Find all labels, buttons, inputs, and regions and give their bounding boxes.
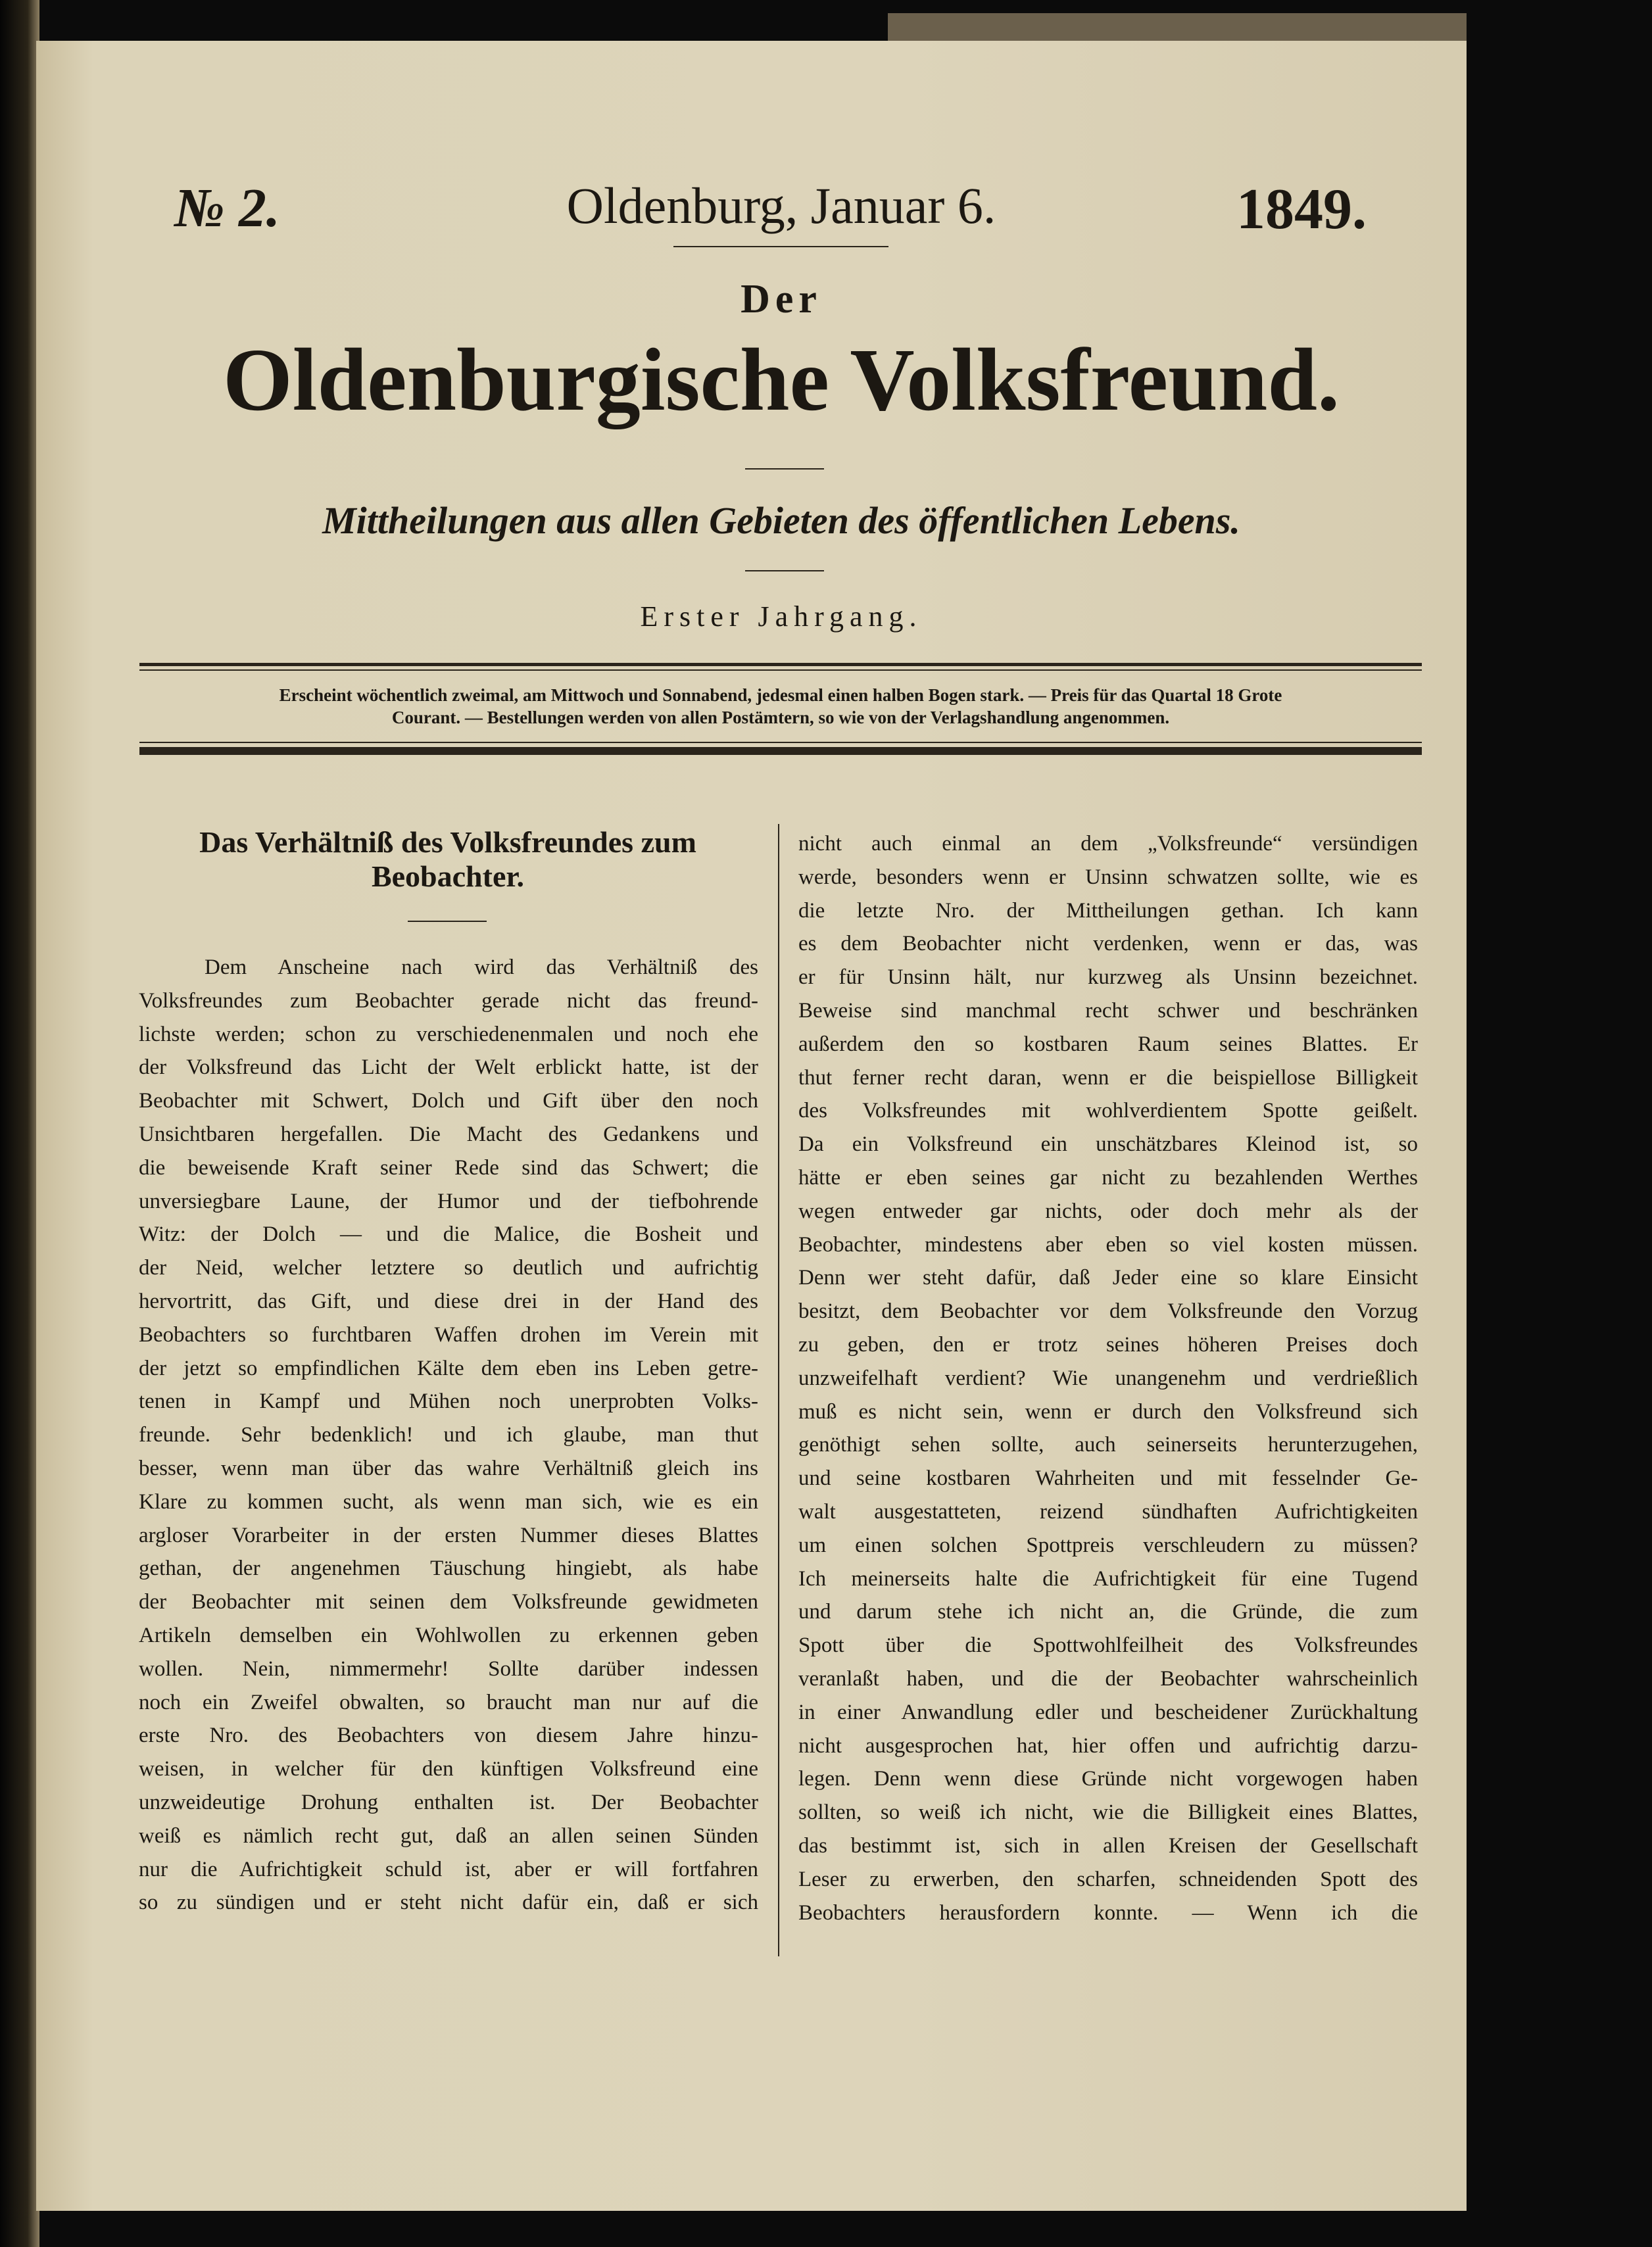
text-line: wollen. Nein, nimmermehr! Sollte darüber indessen (139, 1656, 758, 1681)
issue-year: 1849. (1236, 178, 1367, 241)
text-line: das bestimmt ist, sich in allen Kreisen der Gesellschaft (798, 1833, 1418, 1858)
text-line: Ich meinerseits halte die Aufrichtigkeit für eine Tugend (798, 1566, 1418, 1591)
masthead-subtitle: Mittheilungen aus allen Gebieten des öffentlichen Lebens. (322, 499, 1240, 542)
text-line: der Neid, welcher letztere so deutlich und aufrichtig (139, 1256, 758, 1280)
text-line: wegen entweder gar nichts, oder doch mehr als der (798, 1199, 1418, 1223)
article-column-left (139, 951, 758, 1920)
text-line: und darum stehe ich nicht an, die Gründe, die zum (798, 1600, 1418, 1624)
text-line: außerdem den so kostbaren Raum seines Blattes. Er (798, 1032, 1418, 1056)
place-date: Oldenburg, Januar 6. (566, 177, 996, 234)
text-line: weisen, in welcher für den künftigen Volksfreund eine (139, 1757, 758, 1781)
text-line: nicht ausgesprochen hat, hier offen und aufrichtig darzu- (798, 1733, 1418, 1758)
text-line: unzweifelhaft verdient? Wie unangenehm und verdrießlich (798, 1366, 1418, 1390)
double-rule (139, 747, 1422, 755)
text-line: Beobachter mit Schwert, Dolch und Gift über den noch (139, 1089, 758, 1113)
text-line: Klare zu kommen sucht, als wenn man sich, wie es ein (139, 1489, 758, 1514)
text-line: besitzt, dem Beobachter vor dem Volksfreunde den Vorzug (798, 1299, 1418, 1324)
text-line: die beweisende Kraft seiner Rede sind das Schwert; die (139, 1155, 758, 1180)
text-line: der Volksfreund das Licht der Welt erblickt hatte, ist der (139, 1055, 758, 1080)
text-line: in einer Anwandlung edler und bescheidener Zurückhaltung (798, 1700, 1418, 1724)
newspaper-page (36, 41, 1467, 2211)
notice-line: Courant. — Bestellungen werden von allen Postämtern, so wie von der Verlagshandlung angenommen. (391, 708, 1170, 727)
text-line: Da ein Volksfreund ein unschätzbares Kleinod ist, so (798, 1132, 1418, 1157)
text-line: so zu sündigen und er steht nicht dafür ein, daß er sich (139, 1891, 758, 1915)
text-line: und seine kostbaren Wahrheiten und mit fesselnder Ge- (798, 1466, 1418, 1491)
text-line: zu geben, den er trotz seines höheren Preises doch (798, 1332, 1418, 1357)
text-line: genöthigt sehen sollte, auch seinerseits herunterzugehen, (798, 1433, 1418, 1457)
text-line: Artikeln demselben ein Wohlwollen zu erkennen geben (139, 1623, 758, 1647)
text-line: um einen solchen Spottpreis verschleudern zu müssen? (798, 1533, 1418, 1557)
column-divider (778, 824, 779, 1956)
divider (745, 570, 824, 571)
text-line: freunde. Sehr bedenklich! und ich glaube, man thut (139, 1423, 758, 1447)
masthead-article: Der (741, 277, 822, 322)
issue-number: № 2. (174, 178, 280, 239)
text-line: muß es nicht sein, wenn er durch den Volksfreund sich (798, 1399, 1418, 1424)
text-line: hätte er eben seines gar nicht zu bezahlenden Werthes (798, 1165, 1418, 1190)
divider (408, 921, 487, 922)
text-line: noch ein Zweifel obwalten, so braucht man nur auf die (139, 1690, 758, 1714)
text-line: Denn wer steht dafür, daß Jeder eine so klare Einsicht (798, 1266, 1418, 1290)
text-line: unzweideutige Drohung enthalten ist. Der Beobachter (139, 1790, 758, 1814)
text-line: Spott über die Spottwohlfeilheit des Volksfreundes (798, 1633, 1418, 1658)
text-line: es dem Beobachter nicht verdenken, wenn er das, was (798, 932, 1418, 956)
text-line: Beweise sind manchmal recht schwer und beschränken (798, 998, 1418, 1023)
double-rule (139, 663, 1422, 666)
article-column-right (798, 827, 1418, 1929)
text-line: legen. Denn wenn diese Gründe nicht vorgewogen haben (798, 1767, 1418, 1791)
headline-line: Beobachter. (371, 859, 525, 893)
text-line: Volksfreundes zum Beobachter gerade nicht das freund- (139, 988, 758, 1013)
text-line: lichste werden; schon zu verschiedenenmalen und noch ehe (139, 1022, 758, 1046)
text-line: Beobachters herausfordern konnte. — Wenn ich die (798, 1900, 1418, 1925)
notice-line: Erscheint wöchentlich zweimal, am Mittwoch und Sonnabend, jedesmal einen halben Bogen stark. — Preis für das Quartal 18 Grote (279, 685, 1282, 705)
text-line: der jetzt so empfindlichen Kälte dem eben ins Leben getre- (139, 1356, 758, 1380)
text-line: Dem Anscheine nach wird das Verhältniß des (205, 955, 758, 979)
text-line: sollten, so weiß ich nicht, wie die Billigkeit eines Blattes, (798, 1800, 1418, 1825)
double-rule (139, 669, 1422, 671)
divider (745, 468, 824, 470)
text-line: tenen in Kampf und Mühen noch unerprobten Volks- (139, 1389, 758, 1414)
text-line: weiß es nämlich recht gut, daß an allen seinen Sünden (139, 1824, 758, 1848)
headline-line: Das Verhältniß des Volksfreundes zum (199, 825, 696, 859)
text-line: nicht auch einmal an dem „Volksfreunde“ versündigen (798, 832, 1418, 856)
text-line: hervortritt, das Gift, und diese drei in der Hand des (139, 1289, 758, 1313)
text-line: werde, besonders wenn er Unsinn schwatzen sollte, wie es (798, 865, 1418, 889)
text-line: des Volksfreundes mit wohlverdientem Spotte geißelt. (798, 1099, 1418, 1123)
text-line: die letzte Nro. der Mittheilungen gethan. Ich kann (798, 898, 1418, 923)
masthead-title: Oldenburgische Volksfreund. (222, 331, 1340, 429)
text-line: besser, wenn man über das wahre Verhältniß gleich ins (139, 1456, 758, 1480)
text-line: walt ausgestatteten, reizend sündhaften Aufrichtigkeiten (798, 1499, 1418, 1524)
article-headline (139, 825, 757, 894)
text-line: der Beobachter mit seinen dem Volksfreunde gewidmeten (139, 1590, 758, 1614)
divider (673, 246, 888, 247)
text-line: Witz: der Dolch — und die Malice, die Bosheit und (139, 1222, 758, 1247)
text-line: gethan, der angenehmen Täuschung hingiebt, als habe (139, 1557, 758, 1581)
text-line: argloser Vorarbeiter in der ersten Nummer dieses Blattes (139, 1523, 758, 1547)
volume-label: Erster Jahrgang. (640, 600, 923, 633)
text-line: Beobachter, mindestens aber eben so viel kosten müssen. (798, 1232, 1418, 1257)
text-line: nur die Aufrichtigkeit schuld ist, aber er will fortfahren (139, 1857, 758, 1881)
text-line: Beobachters so furchtbaren Waffen drohen im Verein mit (139, 1322, 758, 1347)
text-line: Leser zu erwerben, den scharfen, schneidenden Spott des (798, 1867, 1418, 1891)
text-line: Unsichtbaren hergefallen. Die Macht des Gedankens und (139, 1122, 758, 1146)
text-line: veranlaßt haben, und die der Beobachter wahrscheinlich (798, 1666, 1418, 1691)
double-rule (139, 742, 1422, 743)
text-line: erste Nro. des Beobachters von diesem Jahre hinzu- (139, 1724, 758, 1748)
text-line: thut ferner recht daran, wenn er die beispiellose Billigkeit (798, 1065, 1418, 1090)
text-line: er für Unsinn hält, nur kurzweg als Unsinn bezeichnet. (798, 965, 1418, 990)
text-line: unversiegbare Laune, der Humor und der tiefbohrende (139, 1189, 758, 1213)
